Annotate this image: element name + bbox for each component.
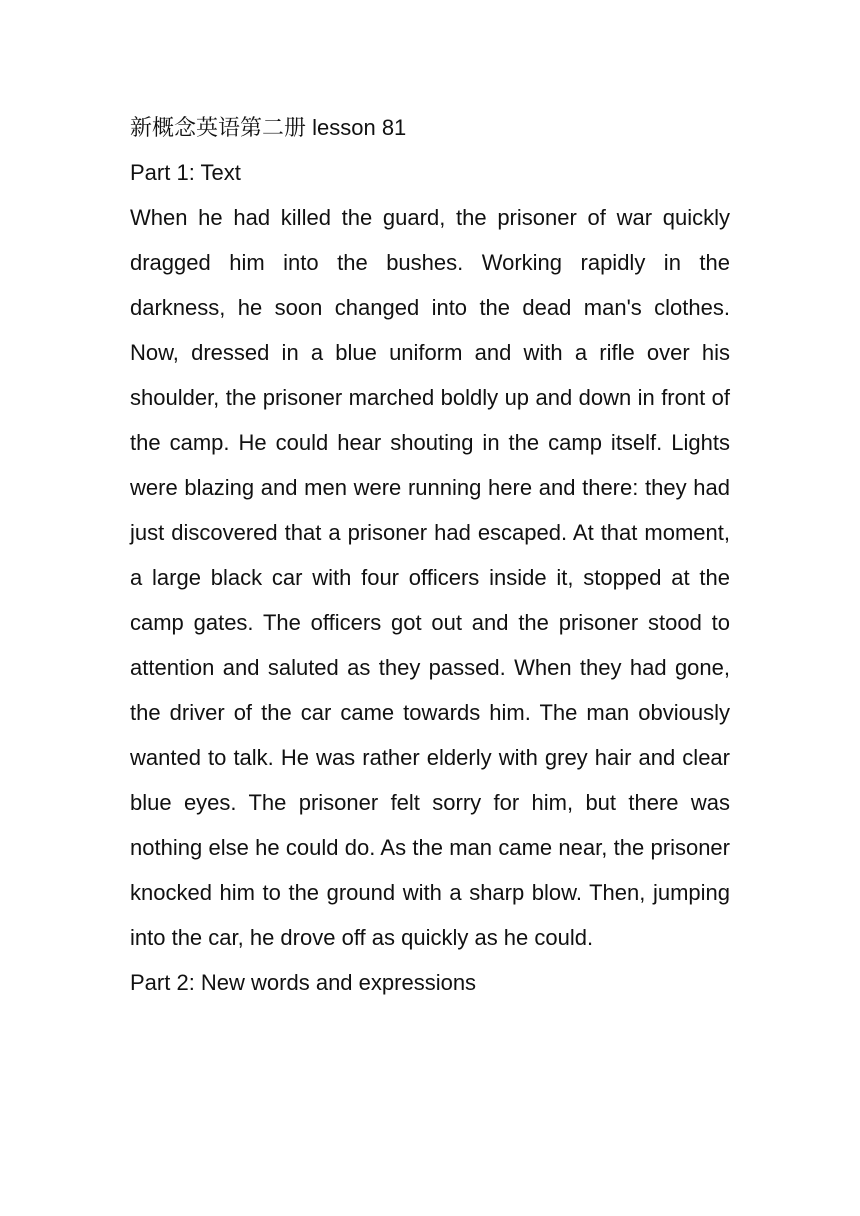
document-title: 新概念英语第二册 lesson 81 [130, 115, 407, 140]
document-content [130, 105, 730, 1005]
lesson-text: When he had killed the guard, the prisoner of war quickly dragged him into the bushes. Working rapidly in the darkness, he soon changed into the dead man's clothes. Now, dressed in a blue uniform and with a rifle over his shoulder, the prisoner marched boldly up and down in front of the camp. He could hear shouting in the camp itself. Lights were blazing and men were running here and there: they had just discovered that a prisoner had escaped. At that moment, a large black car with four officers inside it, stopped at the camp gates. The officers got out and the prisoner stood to attention and saluted as they passed. When they had gone, the driver of the car came towards him. The man obviously wanted to talk. He was rather elderly with grey hair and clear blue eyes. The prisoner felt sorry for him, but there was nothing else he could do. As the man came near, the prisoner knocked him to the ground with a sharp blow. Then, jumping into the car, he drove off as quickly as he could. [130, 205, 730, 950]
part2-heading: Part 2: New words and expressions [130, 970, 477, 995]
part1-heading: Part 1: Text [130, 160, 241, 185]
